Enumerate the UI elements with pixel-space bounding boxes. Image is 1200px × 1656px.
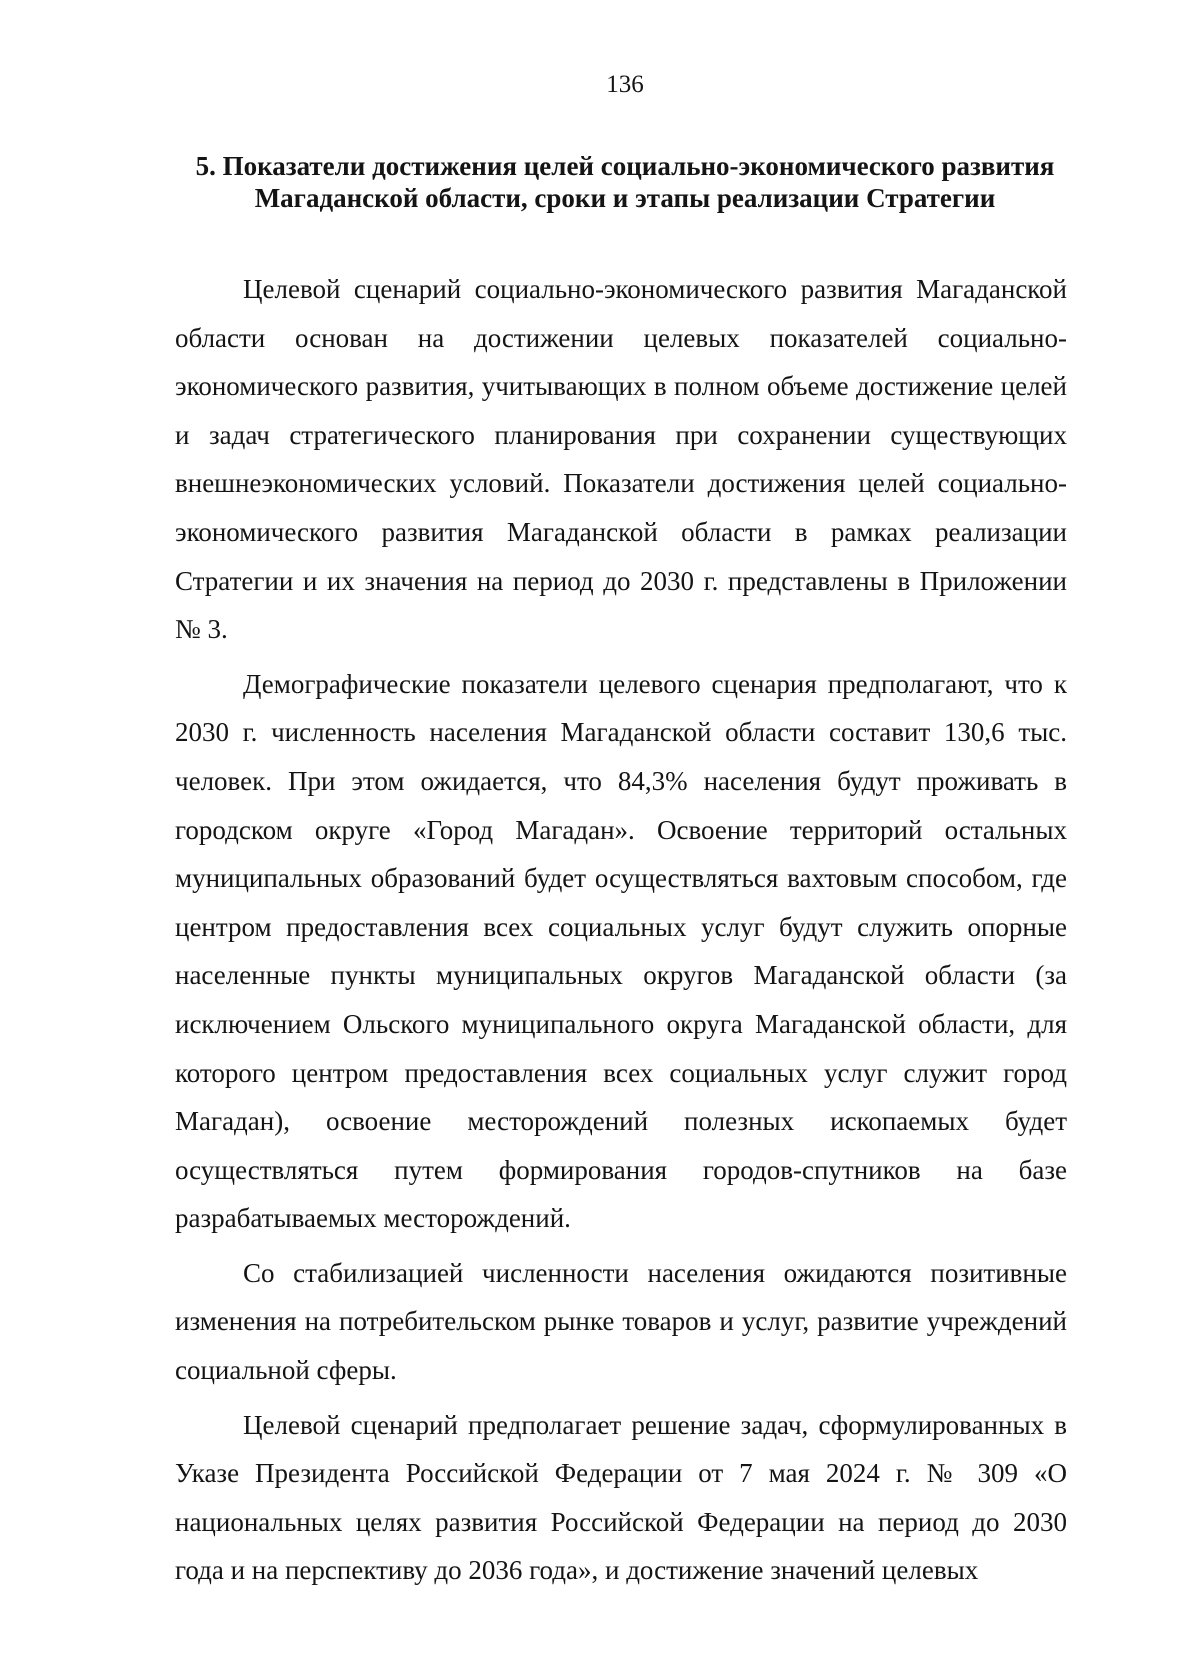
document-body	[175, 265, 1067, 1601]
section-title: 5. Показатели достижения целей социально-экономического развития Магаданской области, сроки и этапы реализации Стратегии	[195, 151, 1055, 213]
paragraph-demographics: Демографические показатели целевого сценария предполагают, что к 2030 г. численность населения Магаданской области составит 130,6 тыс. человек. При этом ожидается, что 84,3% населения будут проживать в городском округе «Город Магадан». Освоение территорий остальных муниципальных образований будет осуществляться вахтовым способом, где центром предоставления всех социальных услуг будут служить опорные населенные пункты муниципальных округов Магаданской области (за исключением Ольского муниципального округа Магаданской области, для которого центром предоставления всех социальных услуг служит город Магадан), освоение месторождений полезных ископаемых будет осуществляться путем формирования городов-спутников на базе разрабатываемых месторождений.	[175, 668, 1067, 1234]
page-number: 136	[606, 71, 644, 98]
paragraph-target-scenario: Целевой сценарий социально-экономического развития Магаданской области основан на достижении целевых показателей социально-экономического развития, учитывающих в полном объеме достижение целей и задач стратегического планирования при сохранении существующих внешнеэкономических условий. Показатели достижения целей социально-экономического развития Магаданской области в рамках реализации Стратегии и их значения на период до 2030 г. представлены в Приложении № 3.	[175, 274, 1067, 645]
paragraph-population-stabilization: Со стабилизацией численности населения ожидаются позитивные изменения на потребительском рынке товаров и услуг, развитие учреждений социальной сферы.	[175, 1257, 1067, 1386]
paragraph-presidential-decree: Целевой сценарий предполагает решение задач, сформулированных в Указе Президента Российской Федерации от 7 мая 2024 г. № 309 «О национальных целях развития Российской Федерации на период до 2030 года и на перспективу до 2036 года», и достижение значений целевых	[175, 1409, 1067, 1586]
